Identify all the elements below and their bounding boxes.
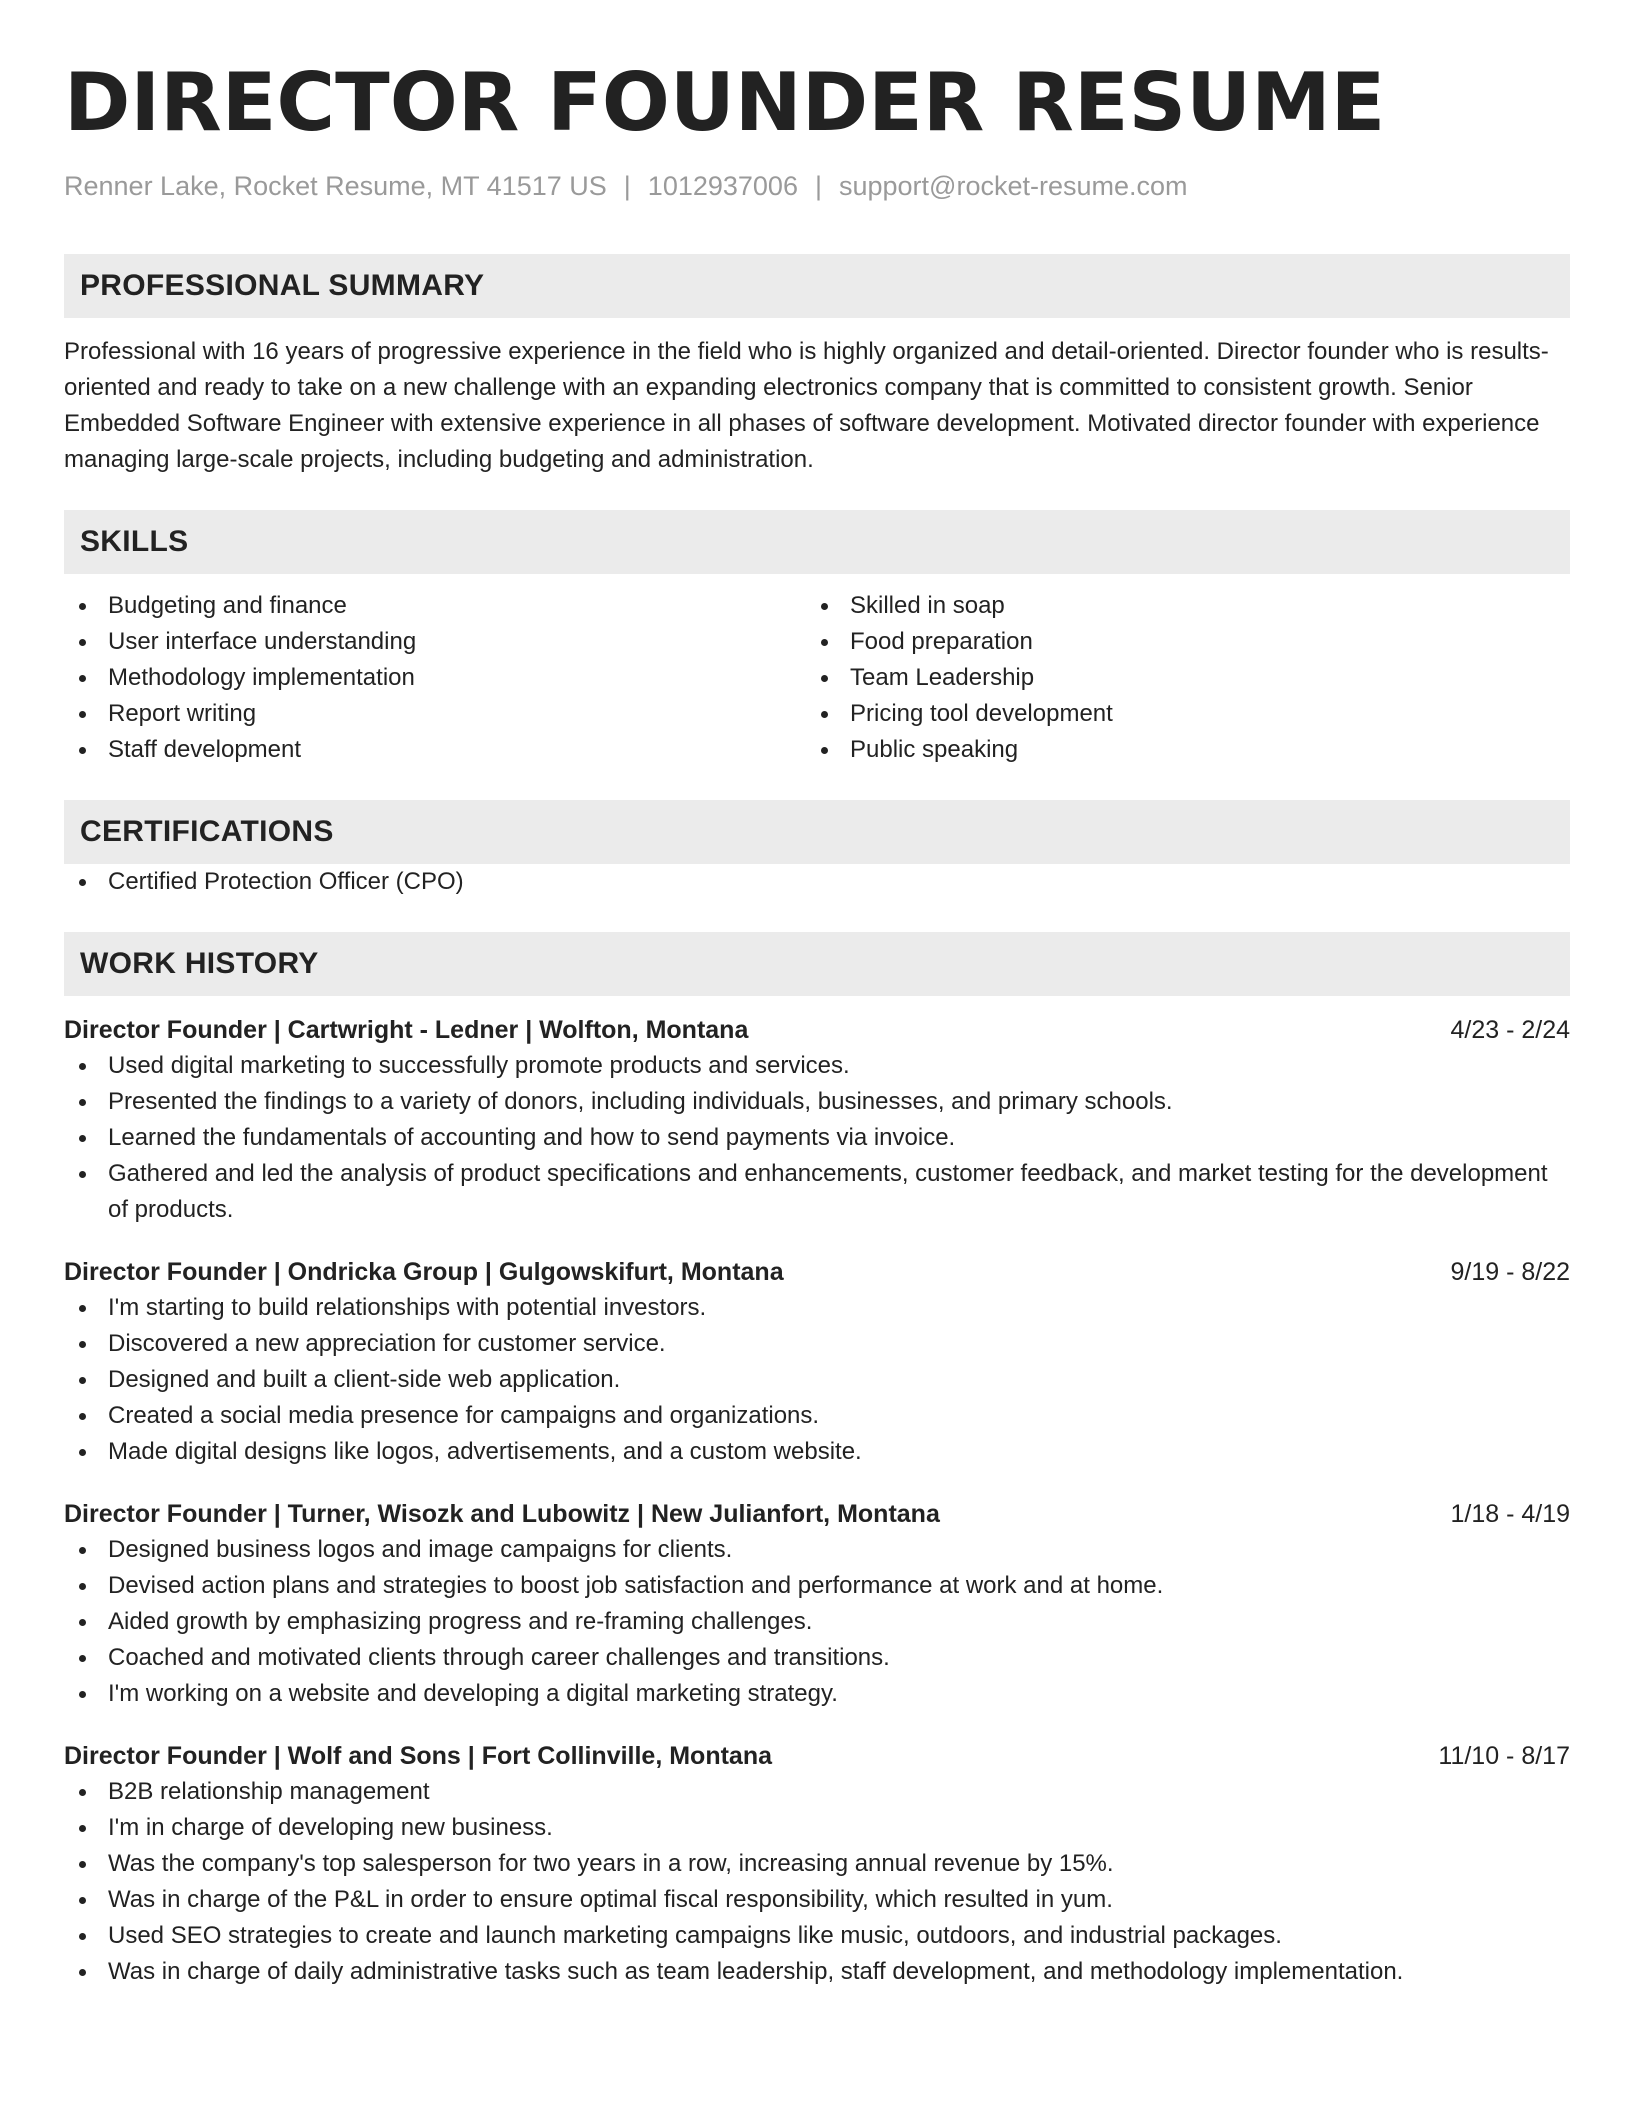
skill-item: Skilled in soap <box>806 588 1548 624</box>
contact-separator: | <box>623 171 631 201</box>
job-bullet: I'm working on a website and developing a digital marketing strategy. <box>64 1676 1570 1712</box>
contact-line <box>64 168 1570 204</box>
job-bullet: Made digital designs like logos, advertisements, and a custom website. <box>64 1434 1570 1470</box>
job-title: Director Founder | Wolf and Sons | Fort Collinville, Montana <box>64 1742 772 1770</box>
job-title: Director Founder | Cartwright - Ledner | Wolfton, Montana <box>64 1016 749 1044</box>
job-bullet: I'm starting to build relationships with potential investors. <box>64 1290 1570 1326</box>
skill-item: Budgeting and finance <box>64 588 806 624</box>
job-bullet: Coached and motivated clients through career challenges and transitions. <box>64 1640 1570 1676</box>
job-header <box>64 1012 1570 1048</box>
summary-paragraph: Professional with 16 years of progressive experience in the field who is highly organized and detail-oriented. Director founder who is results-oriented and ready to take on a new challenge with an expanding electronics company that is committed to consistent growth. Senior Embedded Software Engineer with extensive experience in all phases of software development. Motivated director founder with experience managing large-scale projects, including budgeting and administration. <box>64 338 1549 473</box>
resume-title: DIRECTOR FOUNDER RESUME <box>64 56 1386 149</box>
job-bullet: I'm in charge of developing new business. <box>64 1810 1570 1846</box>
job-bullet: Used digital marketing to successfully promote products and services. <box>64 1048 1570 1084</box>
job-bullet: Used SEO strategies to create and launch marketing campaigns like music, outdoors, and industrial packages. <box>64 1918 1570 1954</box>
job-bullet: Designed and built a client-side web application. <box>64 1362 1570 1398</box>
job-dates: 4/23 - 2/24 <box>1450 1016 1570 1044</box>
certifications-list <box>64 864 1570 900</box>
job-bullet: Devised action plans and strategies to boost job satisfaction and performance at work and at home. <box>64 1568 1570 1604</box>
job-entry <box>64 1738 1570 1990</box>
section-header-skills: SKILLS <box>64 510 1570 574</box>
section-header-certifications: CERTIFICATIONS <box>64 800 1570 864</box>
job-bullet: Learned the fundamentals of accounting and how to send payments via invoice. <box>64 1120 1570 1156</box>
job-dates: 11/10 - 8/17 <box>1438 1742 1570 1770</box>
job-bullet: Was in charge of the P&L in order to ensure optimal fiscal responsibility, which resulted in yum. <box>64 1882 1570 1918</box>
job-entry <box>64 1496 1570 1712</box>
section-header-summary: PROFESSIONAL SUMMARY <box>64 254 1570 318</box>
skills-list-right <box>806 588 1548 768</box>
skill-item: Food preparation <box>806 624 1548 660</box>
job-bullet: Aided growth by emphasizing progress and re-framing challenges. <box>64 1604 1570 1640</box>
job-title: Director Founder | Ondricka Group | Gulgowskifurt, Montana <box>64 1258 784 1286</box>
job-dates: 1/18 - 4/19 <box>1450 1500 1570 1528</box>
job-bullet: Created a social media presence for campaigns and organizations. <box>64 1398 1570 1434</box>
job-bullet: Designed business logos and image campaigns for clients. <box>64 1532 1570 1568</box>
job-entry <box>64 1012 1570 1228</box>
contact-address: Renner Lake, Rocket Resume, MT 41517 US <box>64 171 607 201</box>
skill-item: Report writing <box>64 696 806 732</box>
skills-list-left <box>64 588 806 768</box>
job-bullet: Was the company's top salesperson for two years in a row, increasing annual revenue by 15%. <box>64 1846 1570 1882</box>
job-header <box>64 1738 1570 1774</box>
section-header-work-history: WORK HISTORY <box>64 932 1570 996</box>
skill-item: Team Leadership <box>806 660 1548 696</box>
job-bullet: B2B relationship management <box>64 1774 1570 1810</box>
skill-item: Pricing tool development <box>806 696 1548 732</box>
job-bullet-list <box>64 1290 1570 1470</box>
contact-separator: | <box>814 171 822 201</box>
contact-phone: 1012937006 <box>647 171 798 201</box>
job-header <box>64 1496 1570 1532</box>
contact-email: support@rocket-resume.com <box>838 171 1188 201</box>
resume-page <box>64 54 1570 1990</box>
skill-item: Staff development <box>64 732 806 768</box>
skill-item: Public speaking <box>806 732 1548 768</box>
job-bullet: Was in charge of daily administrative tasks such as team leadership, staff development, and methodology implementation. <box>64 1954 1570 1990</box>
job-title: Director Founder | Turner, Wisozk and Lubowitz | New Julianfort, Montana <box>64 1500 940 1528</box>
certification-item: Certified Protection Officer (CPO) <box>64 864 1570 900</box>
job-bullet-list <box>64 1774 1570 1990</box>
skills-grid <box>64 588 1570 768</box>
skills-column-right <box>806 588 1548 768</box>
job-bullet-list <box>64 1048 1570 1228</box>
skills-column-left <box>64 588 806 768</box>
job-header <box>64 1254 1570 1290</box>
skill-item: User interface understanding <box>64 624 806 660</box>
job-bullet: Presented the findings to a variety of donors, including individuals, businesses, and primary schools. <box>64 1084 1570 1120</box>
job-bullet: Discovered a new appreciation for customer service. <box>64 1326 1570 1362</box>
job-bullet-list <box>64 1532 1570 1712</box>
job-dates: 9/19 - 8/22 <box>1450 1258 1570 1286</box>
job-bullet: Gathered and led the analysis of product specifications and enhancements, customer feedback, and market testing for the development of products. <box>64 1156 1570 1228</box>
job-entry <box>64 1254 1570 1470</box>
skill-item: Methodology implementation <box>64 660 806 696</box>
